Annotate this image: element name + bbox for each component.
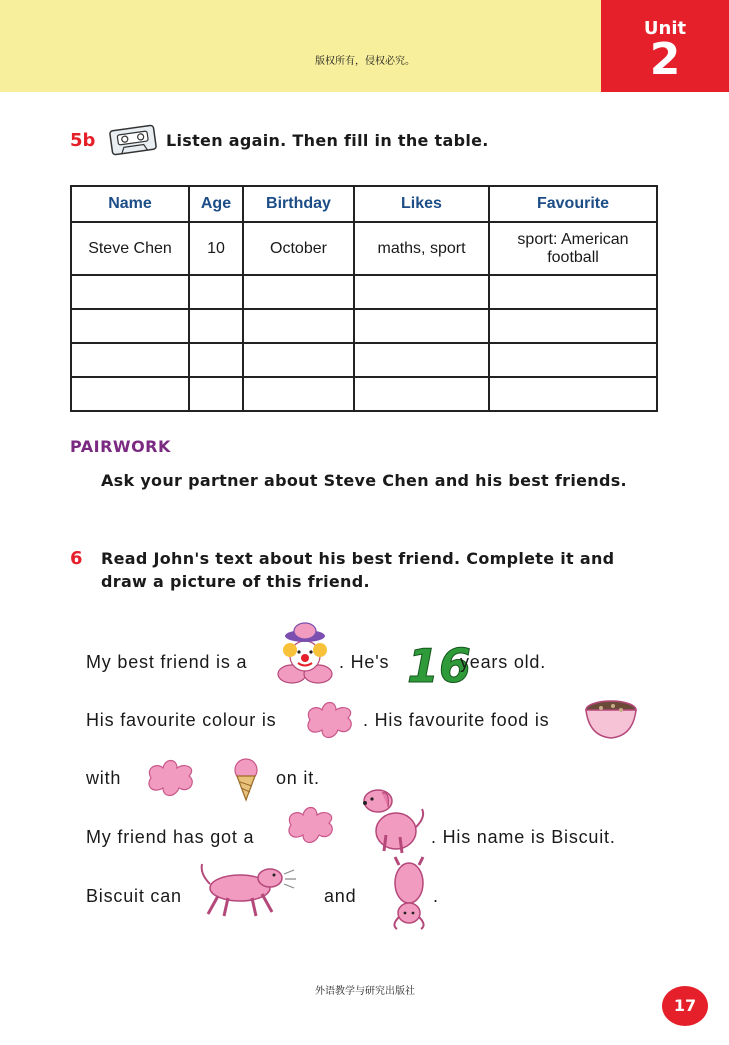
text-l2a: His favourite colour is [86, 710, 277, 730]
table-row [71, 377, 657, 411]
pairwork-title: PAIRWORK [70, 437, 171, 456]
table-cell: October [243, 222, 354, 275]
copyright-notice: 版权所有，侵权必究。 [315, 56, 415, 67]
table-cell[interactable] [189, 377, 243, 411]
table-cell[interactable] [354, 275, 489, 309]
exercise-6-instruction-line2: draw a picture of this friend. [101, 572, 370, 591]
table-cell[interactable] [71, 343, 189, 377]
pink-splash-icon [143, 756, 199, 800]
table-cell[interactable] [71, 309, 189, 343]
table-cell: Steve Chen [71, 222, 189, 275]
text-l1b: . He's [339, 652, 390, 672]
table-cell[interactable] [71, 275, 189, 309]
table-cell[interactable] [243, 275, 354, 309]
header-favourite: Favourite [489, 186, 657, 222]
exercise-5b-instruction: Listen again. Then fill in the table. [166, 131, 489, 150]
header-likes: Likes [354, 186, 489, 222]
text-l5b: and [324, 886, 357, 906]
text-l5c: . [433, 886, 439, 906]
table-row [71, 309, 657, 343]
table-cell[interactable] [354, 343, 489, 377]
pink-splash-icon [302, 698, 358, 742]
header-band [0, 0, 601, 92]
table-cell[interactable] [189, 275, 243, 309]
publisher-footer: 外语教学与研究出版社 [315, 986, 415, 997]
cassette-icon [108, 123, 158, 157]
text-l3a: with [86, 768, 122, 788]
text-l4a: My friend has got a [86, 827, 255, 847]
text-l1c: years old. [460, 652, 547, 672]
text-l1a: My best friend is a [86, 652, 248, 672]
upside-down-dog-icon [385, 855, 433, 931]
table-cell[interactable] [243, 377, 354, 411]
text-l4b: . His name is Biscuit. [431, 827, 616, 847]
unit-number: 2 [649, 34, 681, 85]
table-row [71, 222, 657, 275]
page-number: 17 [662, 986, 708, 1026]
exercise-6-instruction-line1: Read John's text about his best friend. Complete it and [101, 549, 615, 568]
table-row [71, 343, 657, 377]
pink-splash-icon [283, 803, 339, 847]
table-row [71, 275, 657, 309]
table-cell[interactable] [489, 377, 657, 411]
table-cell: 10 [189, 222, 243, 275]
number-sixteen-picture [405, 636, 472, 693]
table-cell[interactable] [243, 309, 354, 343]
number-sixteen-label: 16 [407, 639, 472, 693]
table-cell[interactable] [354, 377, 489, 411]
header-birthday: Birthday [243, 186, 354, 222]
table-cell[interactable] [71, 377, 189, 411]
table-header-row [71, 186, 657, 222]
table-cell[interactable] [489, 309, 657, 343]
pairwork-instruction: Ask your partner about Steve Chen and his best friends. [101, 471, 627, 490]
table-cell[interactable] [189, 309, 243, 343]
exercise-5b-number: 5b [70, 130, 96, 151]
unit-tab [601, 0, 729, 92]
header-age: Age [189, 186, 243, 222]
header-name: Name [71, 186, 189, 222]
info-table [70, 185, 658, 412]
text-l3b: on it. [276, 768, 320, 788]
table-cell[interactable] [489, 343, 657, 377]
clown-icon [270, 622, 340, 690]
food-bowl-icon [583, 698, 639, 742]
table-cell[interactable] [189, 343, 243, 377]
running-dog-icon [194, 856, 298, 918]
table-cell[interactable] [243, 343, 354, 377]
unit-label: Unit [643, 18, 687, 39]
sitting-dog-icon [356, 781, 428, 855]
text-l2b: . His favourite food is [363, 710, 550, 730]
exercise-6-number: 6 [70, 548, 83, 569]
ice-cream-icon [228, 756, 268, 802]
table-cell[interactable] [354, 309, 489, 343]
table-cell: sport: American football [489, 222, 657, 275]
table-cell: maths, sport [354, 222, 489, 275]
table-cell[interactable] [489, 275, 657, 309]
text-l5a: Biscuit can [86, 886, 182, 906]
